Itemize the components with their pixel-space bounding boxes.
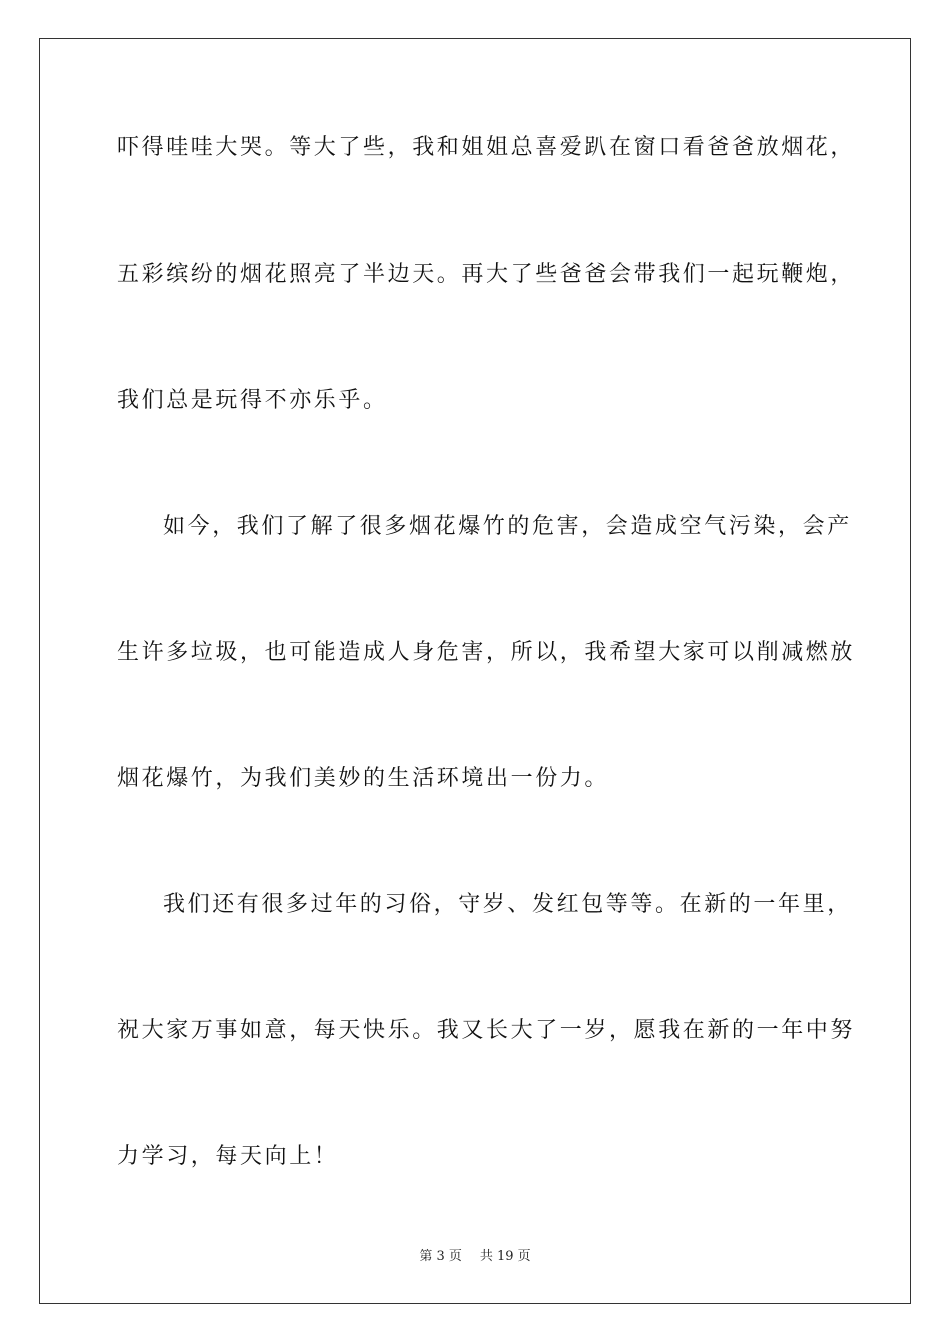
page-footer — [0, 1248, 950, 1266]
text-line: 吓得哇哇大哭。等大了些，我和姐姐总喜爱趴在窗口看爸爸放烟花， — [117, 135, 856, 160]
text-line: 生许多垃圾，也可能造成人身危害，所以，我希望大家可以削减燃放 — [117, 640, 856, 665]
text-line: 我们还有很多过年的习俗，守岁、发红包等等。在新的一年里， — [163, 892, 852, 917]
text-line: 五彩缤纷的烟花照亮了半边天。再大了些爸爸会带我们一起玩鞭炮， — [117, 262, 856, 287]
total-pages: 共 19 页 — [479, 1249, 531, 1264]
text-line: 烟花爆竹，为我们美妙的生活环境出一份力。 — [117, 766, 610, 791]
text-line: 如今，我们了解了很多烟花爆竹的危害，会造成空气污染，会产 — [163, 514, 852, 539]
text-line: 祝大家万事如意，每天快乐。我又长大了一岁，愿我在新的一年中努 — [117, 1018, 856, 1043]
page-frame — [39, 38, 911, 1304]
text-line: 力学习，每天向上！ — [117, 1144, 339, 1169]
text-line: 我们总是玩得不亦乐乎。 — [117, 388, 388, 413]
page-number: 第 3 页 — [419, 1249, 462, 1264]
